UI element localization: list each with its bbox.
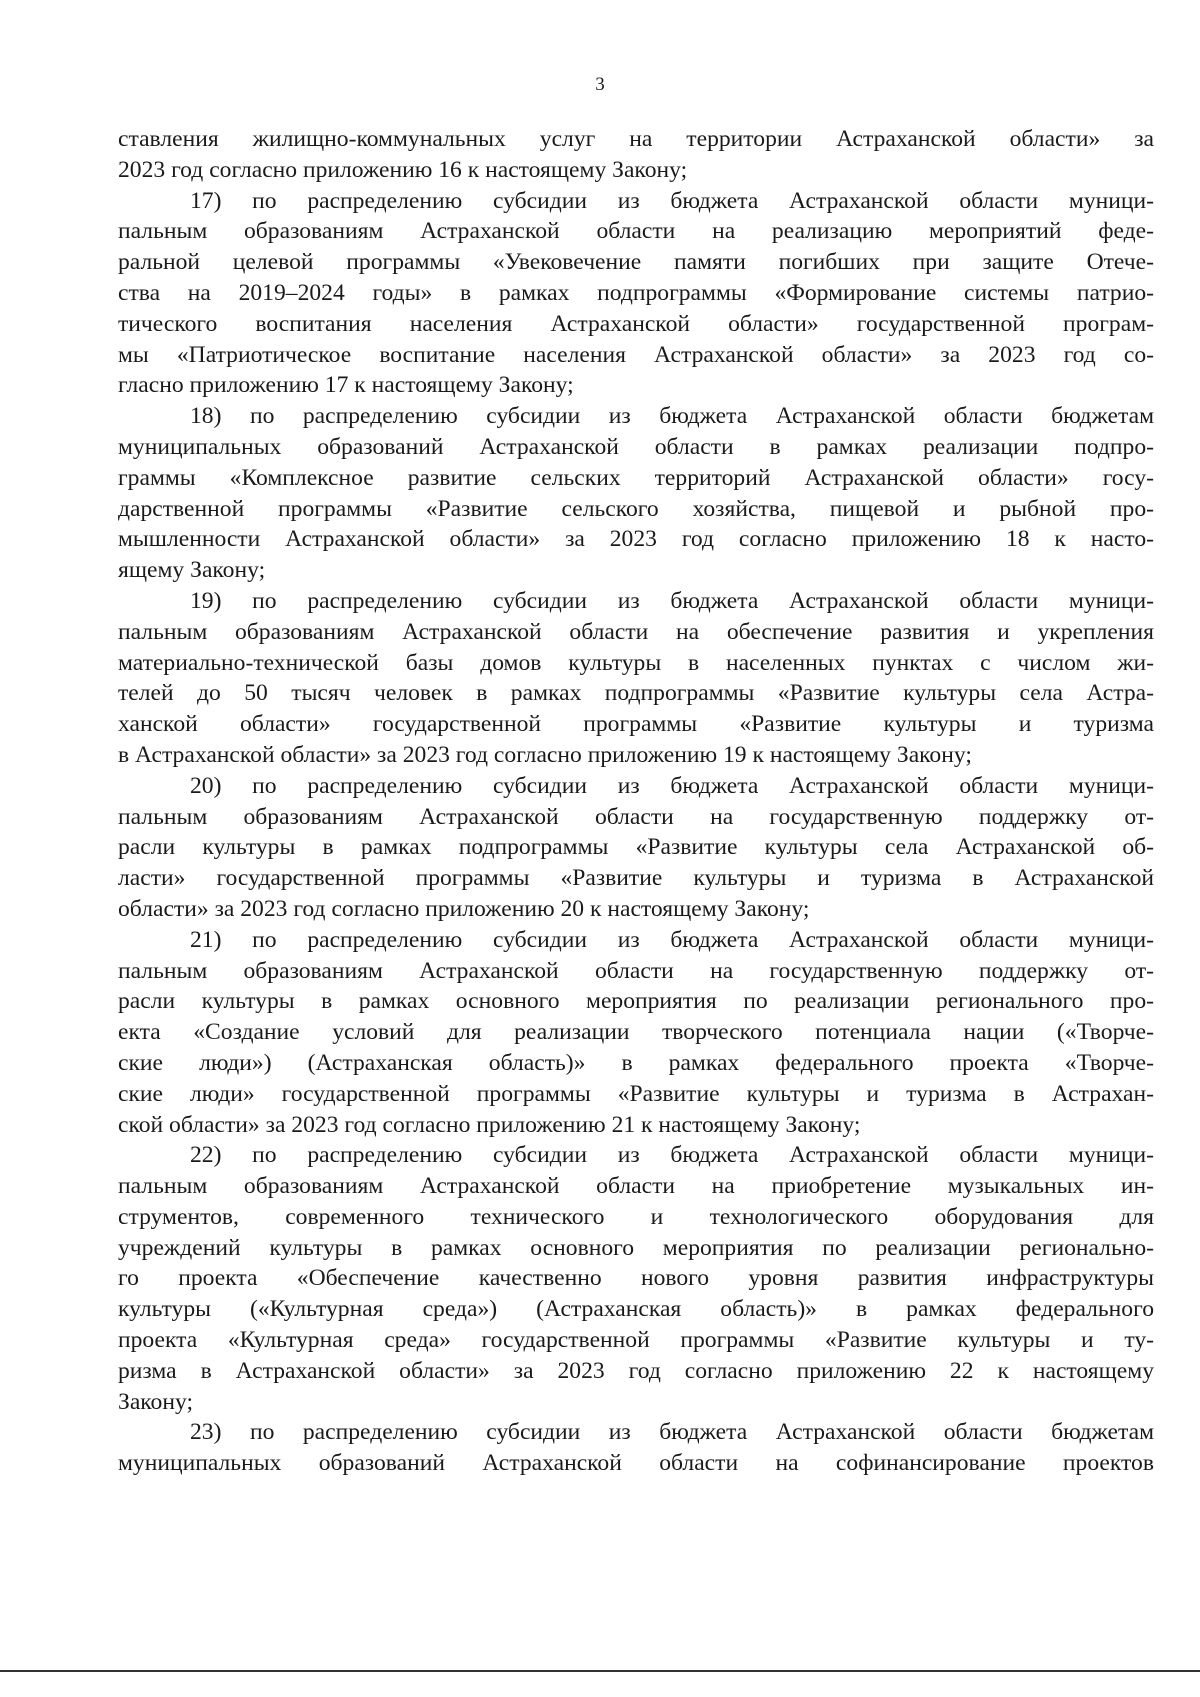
text-line: 22) по распределению субсидии из бюджета Астраханской области муници- — [190, 1142, 1154, 1169]
text-line: мышленности Астраханской области» за 2023 год согласно приложению 18 к насто- — [118, 526, 1154, 553]
text-line: 17) по распределению субсидии из бюджета Астраханской области муници- — [190, 187, 1154, 214]
text-line: Закону; — [118, 1388, 194, 1415]
text-line: ские люди» государственной программы «Развитие культуры и туризма в Астрахан- — [118, 1080, 1154, 1107]
text-line: расли культуры в рамках подпрограммы «Развитие культуры села Астраханской об- — [118, 834, 1154, 861]
text-line: ласти» государственной программы «Развитие культуры и туризма в Астраханской — [118, 865, 1154, 892]
text-line: пальным образованиям Астраханской области на обеспечение развития и укрепления — [118, 618, 1154, 645]
text-line: области» за 2023 год согласно приложению 20 к настоящему Закону; — [118, 895, 810, 922]
text-line: ризма в Астраханской области» за 2023 год согласно приложению 22 к настоящему — [118, 1357, 1154, 1384]
text-line: ханской области» государственной программы «Развитие культуры и туризма — [118, 711, 1154, 738]
text-line: пальным образованиям Астраханской области на приобретение музыкальных ин- — [118, 1173, 1154, 1200]
text-line: 18) по распределению субсидии из бюджета Астраханской области бюджетам — [190, 403, 1154, 430]
text-line: екта «Создание условий для реализации творческого потенциала нации («Творче- — [118, 1019, 1154, 1046]
paragraph — [118, 1417, 1154, 1479]
paragraph — [118, 401, 1154, 586]
text-line: 2023 год согласно приложению 16 к настоящему Закону; — [118, 156, 688, 183]
paragraph — [118, 1140, 1154, 1417]
text-line: ральной целевой программы «Увековечение памяти погибших при защите Отече- — [118, 249, 1154, 276]
paragraph — [118, 186, 1154, 402]
text-line: мы «Патриотическое воспитание населения Астраханской области» за 2023 год со- — [118, 341, 1154, 368]
text-line: муниципальных образований Астраханской области на софинансирование проектов — [118, 1450, 1154, 1477]
text-line: расли культуры в рамках основного мероприятия по реализации регионального про- — [118, 988, 1154, 1015]
text-line: 19) по распределению субсидии из бюджета Астраханской области муници- — [190, 587, 1154, 614]
paragraph — [118, 124, 1154, 186]
text-line: ставления жилищно-коммунальных услуг на территории Астраханской области» за — [118, 126, 1154, 152]
text-line: тического воспитания населения Астраханской области» государственной програм- — [118, 310, 1154, 337]
text-line: ящему Закону; — [118, 557, 266, 584]
text-line: материально-технической базы домов культуры в населенных пунктах с числом жи- — [118, 649, 1154, 676]
document-body — [118, 124, 1154, 1479]
paragraph — [118, 771, 1154, 925]
text-line: ские люди») (Астраханская область)» в рамках федерального проекта «Творче- — [118, 1049, 1154, 1076]
text-line: проекта «Культурная среда» государственной программы «Развитие культуры и ту- — [118, 1327, 1154, 1354]
text-line: муниципальных образований Астраханской области в рамках реализации подпро- — [118, 433, 1154, 460]
text-line: пальным образованиям Астраханской области на государственную поддержку от- — [118, 803, 1154, 830]
text-line: ства на 2019–2024 годы» в рамках подпрограммы «Формирование системы патрио- — [118, 279, 1154, 306]
text-line: 20) по распределению субсидии из бюджета Астраханской области муници- — [190, 772, 1154, 799]
text-line: дарственной программы «Развитие сельского хозяйства, пищевой и рыбной про- — [118, 495, 1154, 522]
text-line: граммы «Комплексное развитие сельских территорий Астраханской области» госу- — [118, 464, 1154, 491]
text-line: учреждений культуры в рамках основного мероприятия по реализации регионально- — [118, 1234, 1154, 1261]
text-line: культуры («Культурная среда») (Астраханская область)» в рамках федерального — [118, 1296, 1154, 1323]
text-line: в Астраханской области» за 2023 год согласно приложению 19 к настоящему Закону; — [118, 741, 972, 768]
text-line: 23) по распределению субсидии из бюджета Астраханской области бюджетам — [190, 1419, 1154, 1446]
text-line: гласно приложению 17 к настоящему Закону; — [118, 372, 574, 399]
page-bottom-edge — [0, 1670, 1200, 1672]
text-line: телей до 50 тысяч человек в рамках подпрограммы «Развитие культуры села Астра- — [118, 680, 1154, 707]
text-line: 21) по распределению субсидии из бюджета Астраханской области муници- — [190, 926, 1154, 953]
text-line: пальным образованиям Астраханской области на реализацию мероприятий феде- — [118, 218, 1154, 245]
text-line: пальным образованиям Астраханской области на государственную поддержку от- — [118, 957, 1154, 984]
page-number: 3 — [595, 74, 605, 95]
paragraph — [118, 586, 1154, 771]
text-line: струментов, современного технического и технологического оборудования для — [118, 1203, 1154, 1230]
text-line: ской области» за 2023 год согласно приложению 21 к настоящему Закону; — [118, 1111, 861, 1138]
text-line: го проекта «Обеспечение качественно нового уровня развития инфраструктуры — [118, 1265, 1154, 1292]
paragraph — [118, 925, 1154, 1141]
